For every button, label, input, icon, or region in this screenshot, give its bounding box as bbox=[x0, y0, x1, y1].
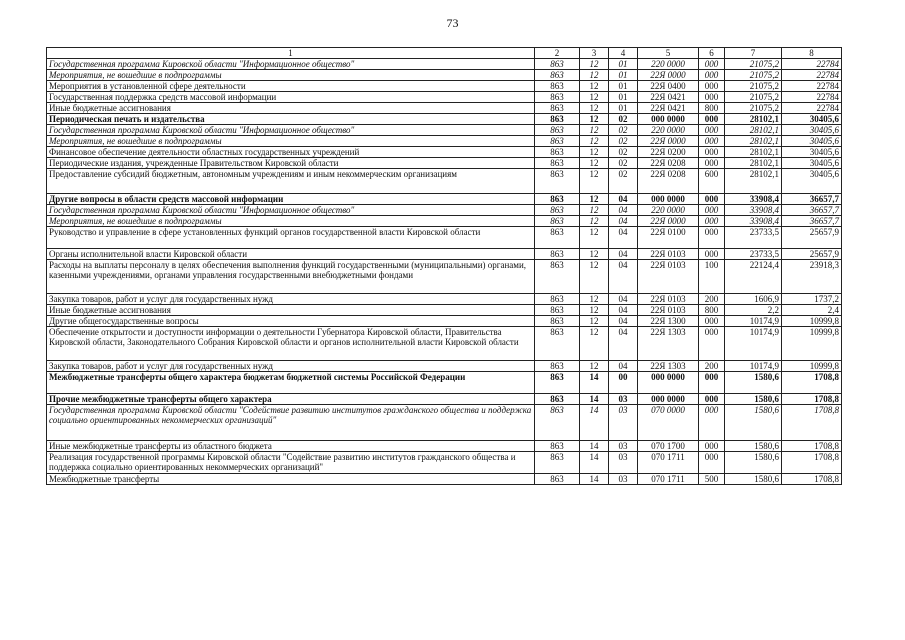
expense-type-cell: 000 bbox=[699, 249, 725, 260]
table-row bbox=[47, 327, 842, 361]
table-row bbox=[47, 205, 842, 216]
target-article-cell: 22Я 1303 bbox=[638, 361, 699, 372]
department-code-cell: 863 bbox=[535, 294, 580, 305]
department-code-cell: 863 bbox=[535, 194, 580, 205]
table-row bbox=[47, 169, 842, 194]
department-code-cell: 863 bbox=[535, 327, 580, 361]
subsection-code-cell: 03 bbox=[609, 474, 638, 485]
amount-year1-cell: 1580,6 bbox=[725, 372, 782, 394]
department-code-cell: 863 bbox=[535, 441, 580, 452]
department-code-cell: 863 bbox=[535, 114, 580, 125]
page-number: 73 bbox=[446, 16, 459, 30]
department-code-cell: 863 bbox=[535, 158, 580, 169]
amount-year2-cell: 30405,6 bbox=[782, 114, 842, 125]
section-code-cell: 14 bbox=[580, 441, 609, 452]
table-row bbox=[47, 452, 842, 474]
item-name-cell: Мероприятия в установленной сфере деятельности bbox=[47, 81, 535, 92]
table-row bbox=[47, 405, 842, 441]
subsection-code-cell: 00 bbox=[609, 372, 638, 394]
subsection-code-cell: 04 bbox=[609, 216, 638, 227]
department-code-cell: 863 bbox=[535, 92, 580, 103]
target-article-cell: 22Я 0103 bbox=[638, 249, 699, 260]
expense-type-cell: 000 bbox=[699, 158, 725, 169]
section-code-cell: 12 bbox=[580, 158, 609, 169]
item-name-cell: Финансовое обеспечение деятельности областных государственных учреждений bbox=[47, 147, 535, 158]
department-code-cell: 863 bbox=[535, 81, 580, 92]
department-code-cell: 863 bbox=[535, 249, 580, 260]
subsection-code-cell: 01 bbox=[609, 81, 638, 92]
target-article-cell: 22Я 1300 bbox=[638, 316, 699, 327]
section-code-cell: 14 bbox=[580, 372, 609, 394]
table-row bbox=[47, 394, 842, 405]
target-article-cell: 220 0000 bbox=[638, 59, 699, 70]
amount-year2-cell: 30405,6 bbox=[782, 147, 842, 158]
amount-year2-cell: 10999,8 bbox=[782, 361, 842, 372]
amount-year1-cell: 21075,2 bbox=[725, 81, 782, 92]
amount-year1-cell: 1580,6 bbox=[725, 405, 782, 441]
item-name-cell: Руководство и управление в сфере установленных функций органов государственной власти Кировской области bbox=[47, 227, 535, 249]
column-header: 7 bbox=[725, 48, 782, 59]
item-name-cell: Реализация государственной программы Кировской области "Содействие развитию институтов гражданского общества и поддержка социально ориентированных некоммерческих организаций" bbox=[47, 452, 535, 474]
section-code-cell: 14 bbox=[580, 394, 609, 405]
item-name-cell: Периодическая печать и издательства bbox=[47, 114, 535, 125]
subsection-code-cell: 02 bbox=[609, 114, 638, 125]
subsection-code-cell: 03 bbox=[609, 405, 638, 441]
amount-year1-cell: 33908,4 bbox=[725, 216, 782, 227]
amount-year1-cell: 33908,4 bbox=[725, 205, 782, 216]
amount-year1-cell: 10174,9 bbox=[725, 316, 782, 327]
table-row bbox=[47, 372, 842, 394]
amount-year2-cell: 25657,9 bbox=[782, 227, 842, 249]
table-row bbox=[47, 147, 842, 158]
amount-year1-cell: 10174,9 bbox=[725, 327, 782, 361]
column-header: 8 bbox=[782, 48, 842, 59]
target-article-cell: 22Я 0208 bbox=[638, 169, 699, 194]
item-name-cell: Закупка товаров, работ и услуг для государственных нужд bbox=[47, 294, 535, 305]
table-row bbox=[47, 305, 842, 316]
expense-type-cell: 000 bbox=[699, 405, 725, 441]
amount-year1-cell: 21075,2 bbox=[725, 103, 782, 114]
amount-year1-cell: 28102,1 bbox=[725, 147, 782, 158]
subsection-code-cell: 04 bbox=[609, 260, 638, 294]
expense-type-cell: 000 bbox=[699, 227, 725, 249]
item-name-cell: Органы исполнительной власти Кировской области bbox=[47, 249, 535, 260]
expense-type-cell: 000 bbox=[699, 147, 725, 158]
amount-year2-cell: 10999,8 bbox=[782, 316, 842, 327]
column-header: 5 bbox=[638, 48, 699, 59]
item-name-cell: Государственная программа Кировской области "Информационное общество" bbox=[47, 205, 535, 216]
amount-year1-cell: 1580,6 bbox=[725, 452, 782, 474]
subsection-code-cell: 04 bbox=[609, 227, 638, 249]
item-name-cell: Предоставление субсидий бюджетным, автономным учреждениям и иным некоммерческим организациям bbox=[47, 169, 535, 194]
department-code-cell: 863 bbox=[535, 372, 580, 394]
expense-type-cell: 800 bbox=[699, 305, 725, 316]
expense-type-cell: 000 bbox=[699, 216, 725, 227]
department-code-cell: 863 bbox=[535, 405, 580, 441]
budget-table bbox=[46, 47, 842, 485]
amount-year2-cell: 36657,7 bbox=[782, 216, 842, 227]
table-row bbox=[47, 474, 842, 485]
amount-year1-cell: 21075,2 bbox=[725, 59, 782, 70]
department-code-cell: 863 bbox=[535, 205, 580, 216]
amount-year2-cell: 1708,8 bbox=[782, 474, 842, 485]
table-row bbox=[47, 136, 842, 147]
target-article-cell: 22Я 0103 bbox=[638, 294, 699, 305]
subsection-code-cell: 04 bbox=[609, 316, 638, 327]
subsection-code-cell: 04 bbox=[609, 305, 638, 316]
expense-type-cell: 200 bbox=[699, 294, 725, 305]
expense-type-cell: 000 bbox=[699, 452, 725, 474]
target-article-cell: 000 0000 bbox=[638, 114, 699, 125]
target-article-cell: 070 1711 bbox=[638, 452, 699, 474]
table-row bbox=[47, 361, 842, 372]
amount-year2-cell: 1708,8 bbox=[782, 452, 842, 474]
item-name-cell: Закупка товаров, работ и услуг для государственных нужд bbox=[47, 361, 535, 372]
department-code-cell: 863 bbox=[535, 474, 580, 485]
department-code-cell: 863 bbox=[535, 169, 580, 194]
amount-year1-cell: 2,2 bbox=[725, 305, 782, 316]
expense-type-cell: 000 bbox=[699, 394, 725, 405]
subsection-code-cell: 04 bbox=[609, 249, 638, 260]
target-article-cell: 220 0000 bbox=[638, 125, 699, 136]
amount-year2-cell: 1708,8 bbox=[782, 372, 842, 394]
item-name-cell: Иные межбюджетные трансферты из областного бюджета bbox=[47, 441, 535, 452]
department-code-cell: 863 bbox=[535, 103, 580, 114]
table-row bbox=[47, 260, 842, 294]
item-name-cell: Мероприятия, не вошедшие в подпрограммы bbox=[47, 70, 535, 81]
amount-year2-cell: 22784 bbox=[782, 103, 842, 114]
section-code-cell: 12 bbox=[580, 294, 609, 305]
header-row bbox=[47, 48, 842, 59]
item-name-cell: Мероприятия, не вошедшие в подпрограммы bbox=[47, 216, 535, 227]
item-name-cell: Государственная программа Кировской области "Информационное общество" bbox=[47, 59, 535, 70]
target-article-cell: 22Я 0103 bbox=[638, 260, 699, 294]
amount-year1-cell: 21075,2 bbox=[725, 70, 782, 81]
department-code-cell: 863 bbox=[535, 70, 580, 81]
expense-type-cell: 600 bbox=[699, 169, 725, 194]
amount-year1-cell: 1606,9 bbox=[725, 294, 782, 305]
section-code-cell: 12 bbox=[580, 249, 609, 260]
amount-year2-cell: 36657,7 bbox=[782, 205, 842, 216]
item-name-cell: Государственная поддержка средств массовой информации bbox=[47, 92, 535, 103]
target-article-cell: 22Я 0200 bbox=[638, 147, 699, 158]
target-article-cell: 22Я 0000 bbox=[638, 216, 699, 227]
table-row bbox=[47, 294, 842, 305]
department-code-cell: 863 bbox=[535, 316, 580, 327]
section-code-cell: 12 bbox=[580, 114, 609, 125]
item-name-cell: Межбюджетные трансферты общего характера бюджетам бюджетной системы Российской Федерации bbox=[47, 372, 535, 394]
section-code-cell: 12 bbox=[580, 327, 609, 361]
expense-type-cell: 100 bbox=[699, 260, 725, 294]
department-code-cell: 863 bbox=[535, 305, 580, 316]
item-name-cell: Прочие межбюджетные трансферты общего характера bbox=[47, 394, 535, 405]
target-article-cell: 220 0000 bbox=[638, 205, 699, 216]
subsection-code-cell: 04 bbox=[609, 194, 638, 205]
expense-type-cell: 000 bbox=[699, 70, 725, 81]
target-article-cell: 22Я 0103 bbox=[638, 305, 699, 316]
amount-year2-cell: 1708,8 bbox=[782, 441, 842, 452]
target-article-cell: 22Я 0000 bbox=[638, 136, 699, 147]
expense-type-cell: 000 bbox=[699, 205, 725, 216]
target-article-cell: 22Я 0100 bbox=[638, 227, 699, 249]
expense-type-cell: 000 bbox=[699, 114, 725, 125]
amount-year1-cell: 28102,1 bbox=[725, 169, 782, 194]
item-name-cell: Мероприятия, не вошедшие в подпрограммы bbox=[47, 136, 535, 147]
amount-year2-cell: 1708,8 bbox=[782, 405, 842, 441]
expense-type-cell: 000 bbox=[699, 372, 725, 394]
column-header: 2 bbox=[535, 48, 580, 59]
section-code-cell: 12 bbox=[580, 169, 609, 194]
target-article-cell: 070 1700 bbox=[638, 441, 699, 452]
table-row bbox=[47, 92, 842, 103]
section-code-cell: 12 bbox=[580, 103, 609, 114]
section-code-cell: 12 bbox=[580, 59, 609, 70]
section-code-cell: 12 bbox=[580, 70, 609, 81]
subsection-code-cell: 02 bbox=[609, 147, 638, 158]
item-name-cell: Иные бюджетные ассигнования bbox=[47, 305, 535, 316]
section-code-cell: 12 bbox=[580, 125, 609, 136]
amount-year1-cell: 10174,9 bbox=[725, 361, 782, 372]
expense-type-cell: 000 bbox=[699, 59, 725, 70]
amount-year2-cell: 36657,7 bbox=[782, 194, 842, 205]
amount-year2-cell: 1737,2 bbox=[782, 294, 842, 305]
item-name-cell: Обеспечение открытости и доступности информации о деятельности Губернатора Кировской области, Правительства Кировской области, Законодательного Собрания Кировской области и органов исполнительной власти Кировской области bbox=[47, 327, 535, 361]
section-code-cell: 12 bbox=[580, 81, 609, 92]
item-name-cell: Государственная программа Кировской области "Содействие развитию институтов гражданского общества и поддержка социально ориентированных некоммерческих организаций" bbox=[47, 405, 535, 441]
section-code-cell: 12 bbox=[580, 216, 609, 227]
section-code-cell: 12 bbox=[580, 147, 609, 158]
target-article-cell: 22Я 0400 bbox=[638, 81, 699, 92]
item-name-cell: Другие вопросы в области средств массовой информации bbox=[47, 194, 535, 205]
target-article-cell: 22Я 0421 bbox=[638, 92, 699, 103]
subsection-code-cell: 04 bbox=[609, 294, 638, 305]
subsection-code-cell: 04 bbox=[609, 361, 638, 372]
subsection-code-cell: 03 bbox=[609, 441, 638, 452]
column-header: 4 bbox=[609, 48, 638, 59]
expense-type-cell: 000 bbox=[699, 125, 725, 136]
expense-type-cell: 200 bbox=[699, 361, 725, 372]
table-row bbox=[47, 158, 842, 169]
section-code-cell: 12 bbox=[580, 305, 609, 316]
target-article-cell: 22Я 0421 bbox=[638, 103, 699, 114]
table-row bbox=[47, 125, 842, 136]
target-article-cell: 000 0000 bbox=[638, 394, 699, 405]
section-code-cell: 14 bbox=[580, 474, 609, 485]
amount-year1-cell: 28102,1 bbox=[725, 125, 782, 136]
target-article-cell: 070 1711 bbox=[638, 474, 699, 485]
column-header: 6 bbox=[699, 48, 725, 59]
amount-year2-cell: 2,4 bbox=[782, 305, 842, 316]
department-code-cell: 863 bbox=[535, 136, 580, 147]
table-row bbox=[47, 81, 842, 92]
table-row bbox=[47, 249, 842, 260]
amount-year1-cell: 1580,6 bbox=[725, 441, 782, 452]
table-row bbox=[47, 216, 842, 227]
department-code-cell: 863 bbox=[535, 216, 580, 227]
item-name-cell: Межбюджетные трансферты bbox=[47, 474, 535, 485]
amount-year2-cell: 1708,8 bbox=[782, 394, 842, 405]
item-name-cell: Другие общегосударственные вопросы bbox=[47, 316, 535, 327]
amount-year1-cell: 22124,4 bbox=[725, 260, 782, 294]
section-code-cell: 12 bbox=[580, 194, 609, 205]
subsection-code-cell: 03 bbox=[609, 394, 638, 405]
amount-year2-cell: 22784 bbox=[782, 70, 842, 81]
expense-type-cell: 000 bbox=[699, 194, 725, 205]
item-name-cell: Государственная программа Кировской области "Информационное общество" bbox=[47, 125, 535, 136]
target-article-cell: 000 0000 bbox=[638, 194, 699, 205]
expense-type-cell: 000 bbox=[699, 327, 725, 361]
subsection-code-cell: 04 bbox=[609, 327, 638, 361]
subsection-code-cell: 02 bbox=[609, 169, 638, 194]
section-code-cell: 12 bbox=[580, 205, 609, 216]
expense-type-cell: 000 bbox=[699, 136, 725, 147]
department-code-cell: 863 bbox=[535, 452, 580, 474]
table-row bbox=[47, 316, 842, 327]
item-name-cell: Периодические издания, учрежденные Правительством Кировской области bbox=[47, 158, 535, 169]
department-code-cell: 863 bbox=[535, 147, 580, 158]
amount-year2-cell: 30405,6 bbox=[782, 158, 842, 169]
amount-year1-cell: 28102,1 bbox=[725, 114, 782, 125]
department-code-cell: 863 bbox=[535, 394, 580, 405]
subsection-code-cell: 02 bbox=[609, 125, 638, 136]
amount-year1-cell: 23733,5 bbox=[725, 227, 782, 249]
expense-type-cell: 800 bbox=[699, 103, 725, 114]
amount-year2-cell: 10999,8 bbox=[782, 327, 842, 361]
table-row bbox=[47, 70, 842, 81]
expense-type-cell: 500 bbox=[699, 474, 725, 485]
subsection-code-cell: 01 bbox=[609, 59, 638, 70]
subsection-code-cell: 01 bbox=[609, 92, 638, 103]
amount-year1-cell: 1580,6 bbox=[725, 394, 782, 405]
table-body bbox=[47, 59, 842, 485]
department-code-cell: 863 bbox=[535, 59, 580, 70]
amount-year2-cell: 22784 bbox=[782, 59, 842, 70]
table-row bbox=[47, 59, 842, 70]
subsection-code-cell: 03 bbox=[609, 452, 638, 474]
section-code-cell: 12 bbox=[580, 361, 609, 372]
table-row bbox=[47, 441, 842, 452]
section-code-cell: 14 bbox=[580, 452, 609, 474]
amount-year1-cell: 21075,2 bbox=[725, 92, 782, 103]
amount-year2-cell: 30405,6 bbox=[782, 125, 842, 136]
table-row bbox=[47, 227, 842, 249]
department-code-cell: 863 bbox=[535, 227, 580, 249]
item-name-cell: Иные бюджетные ассигнования bbox=[47, 103, 535, 114]
amount-year2-cell: 22784 bbox=[782, 92, 842, 103]
section-code-cell: 12 bbox=[580, 260, 609, 294]
section-code-cell: 12 bbox=[580, 227, 609, 249]
target-article-cell: 22Я 1303 bbox=[638, 327, 699, 361]
subsection-code-cell: 02 bbox=[609, 158, 638, 169]
expense-type-cell: 000 bbox=[699, 316, 725, 327]
item-name-cell: Расходы на выплаты персоналу в целях обеспечения выполнения функций государственными (муниципальными) органами, казенными учреждениями, органами управления государственными внебюджетными фондами bbox=[47, 260, 535, 294]
expense-type-cell: 000 bbox=[699, 441, 725, 452]
target-article-cell: 22Я 0000 bbox=[638, 70, 699, 81]
amount-year2-cell: 30405,6 bbox=[782, 169, 842, 194]
section-code-cell: 14 bbox=[580, 405, 609, 441]
subsection-code-cell: 01 bbox=[609, 70, 638, 81]
target-article-cell: 22Я 0208 bbox=[638, 158, 699, 169]
subsection-code-cell: 04 bbox=[609, 205, 638, 216]
column-header: 1 bbox=[47, 48, 535, 59]
amount-year1-cell: 28102,1 bbox=[725, 136, 782, 147]
section-code-cell: 12 bbox=[580, 316, 609, 327]
expense-type-cell: 000 bbox=[699, 92, 725, 103]
subsection-code-cell: 01 bbox=[609, 103, 638, 114]
amount-year1-cell: 33908,4 bbox=[725, 194, 782, 205]
department-code-cell: 863 bbox=[535, 125, 580, 136]
expense-type-cell: 000 bbox=[699, 81, 725, 92]
subsection-code-cell: 02 bbox=[609, 136, 638, 147]
amount-year1-cell: 28102,1 bbox=[725, 158, 782, 169]
target-article-cell: 000 0000 bbox=[638, 372, 699, 394]
table-row bbox=[47, 103, 842, 114]
amount-year1-cell: 23733,5 bbox=[725, 249, 782, 260]
amount-year2-cell: 30405,6 bbox=[782, 136, 842, 147]
department-code-cell: 863 bbox=[535, 361, 580, 372]
amount-year2-cell: 25657,9 bbox=[782, 249, 842, 260]
amount-year1-cell: 1580,6 bbox=[725, 474, 782, 485]
section-code-cell: 12 bbox=[580, 136, 609, 147]
department-code-cell: 863 bbox=[535, 260, 580, 294]
table-row bbox=[47, 114, 842, 125]
column-header: 3 bbox=[580, 48, 609, 59]
target-article-cell: 070 0000 bbox=[638, 405, 699, 441]
section-code-cell: 12 bbox=[580, 92, 609, 103]
amount-year2-cell: 23918,3 bbox=[782, 260, 842, 294]
amount-year2-cell: 22784 bbox=[782, 81, 842, 92]
table-row bbox=[47, 194, 842, 205]
